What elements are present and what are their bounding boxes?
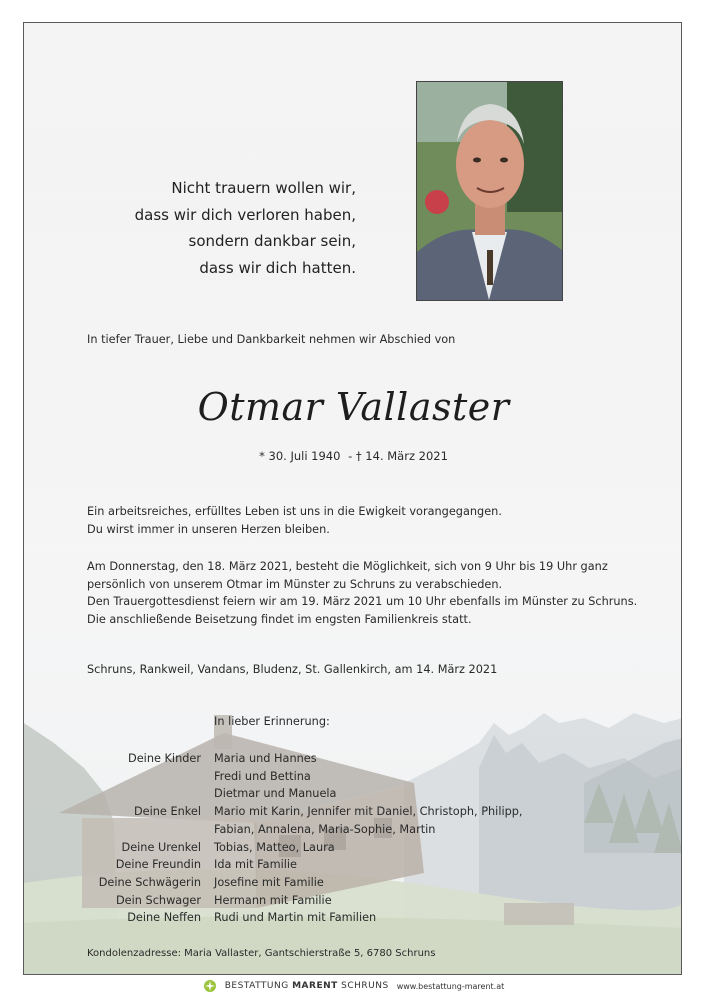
survivor-names: Dietmar und Manuela <box>214 787 337 801</box>
memory-heading: In lieber Erinnerung: <box>214 715 330 728</box>
survivor-names: Fabian, Annalena, Maria-Sophie, Martin <box>214 822 436 836</box>
relation-label: Deine Enkel <box>133 805 201 819</box>
survivor-names: Hermann mit Familie <box>214 893 332 907</box>
portrait-photo <box>416 81 563 301</box>
life-dates <box>24 449 682 463</box>
birth-date: * 30. Juli 1940 <box>259 449 341 463</box>
death-date: - † 14. März 2021 <box>348 449 448 463</box>
relation-label: Deine Freundin <box>115 858 201 872</box>
survivor-names: Rudi und Martin mit Familien <box>214 911 377 925</box>
paragraph-line: Du wirst immer in unseren Herzen bleiben. <box>87 522 330 536</box>
poem <box>135 175 356 281</box>
relation-label: Deine Urenkel <box>121 840 201 854</box>
relation-label: Dein Schwager <box>115 893 201 907</box>
obituary-card <box>23 22 682 975</box>
deceased-name: Otmar Vallaster <box>197 385 510 429</box>
funeral-home-name: BESTATTUNG MARENT SCHRUNS <box>224 981 389 991</box>
paragraph-line: Am Donnerstag, den 18. März 2021, besteht die Möglichkeit, sich von 9 Uhr bis 19 Uhr ganz <box>87 560 608 573</box>
relation-label: Deine Neffen <box>127 911 201 925</box>
paragraph-line: Den Trauergottesdienst feiern wir am 19. März 2021 um 10 Uhr ebenfalls im Münster zu Schruns. <box>87 595 638 608</box>
funeral-home-footer <box>0 977 707 995</box>
paragraph-farewell <box>87 503 502 538</box>
poem-line: dass wir dich hatten. <box>199 258 356 277</box>
funeral-home-logo-icon <box>203 979 217 993</box>
funeral-home-website[interactable]: www.bestattung-marent.at <box>396 981 505 991</box>
relation-label: Deine Schwägerin <box>98 875 201 889</box>
poem-line: Nicht trauern wollen wir, <box>171 179 356 197</box>
survivor-names: Ida mit Familie <box>214 858 297 872</box>
poem-line: dass wir dich verloren haben, <box>134 205 356 224</box>
survivor-names: Maria und Hannes <box>214 752 317 765</box>
survivor-names: Tobias, Matteo, Laura <box>214 840 335 854</box>
survivor-names: Josefine mit Familie <box>214 875 324 889</box>
paragraph-line: Die anschließende Beisetzung findet im engsten Familienkreis statt. <box>87 612 472 626</box>
place-and-date: Schruns, Rankweil, Vandans, Bludenz, St. Gallenkirch, am 14. März 2021 <box>87 663 498 676</box>
relation-label: Deine Kinder <box>128 752 201 765</box>
paragraph-line: persönlich von unserem Otmar im Münster zu Schruns zu verabschieden. <box>87 577 503 591</box>
poem-line: sondern dankbar sein, <box>188 232 356 250</box>
survivor-names: Fredi und Bettina <box>214 769 311 783</box>
paragraph-line: Ein arbeitsreiches, erfülltes Leben ist uns in die Ewigkeit vorangegangen. <box>87 505 502 518</box>
paragraph-service-details <box>87 558 637 628</box>
intro-text: In tiefer Trauer, Liebe und Dankbarkeit nehmen wir Abschied von <box>87 333 456 346</box>
survivor-names: Mario mit Karin, Jennifer mit Daniel, Christoph, Philipp, <box>214 805 523 819</box>
condolence-address: Kondolenzadresse: Maria Vallaster, Gantschierstraße 5, 6780 Schruns <box>87 948 436 959</box>
